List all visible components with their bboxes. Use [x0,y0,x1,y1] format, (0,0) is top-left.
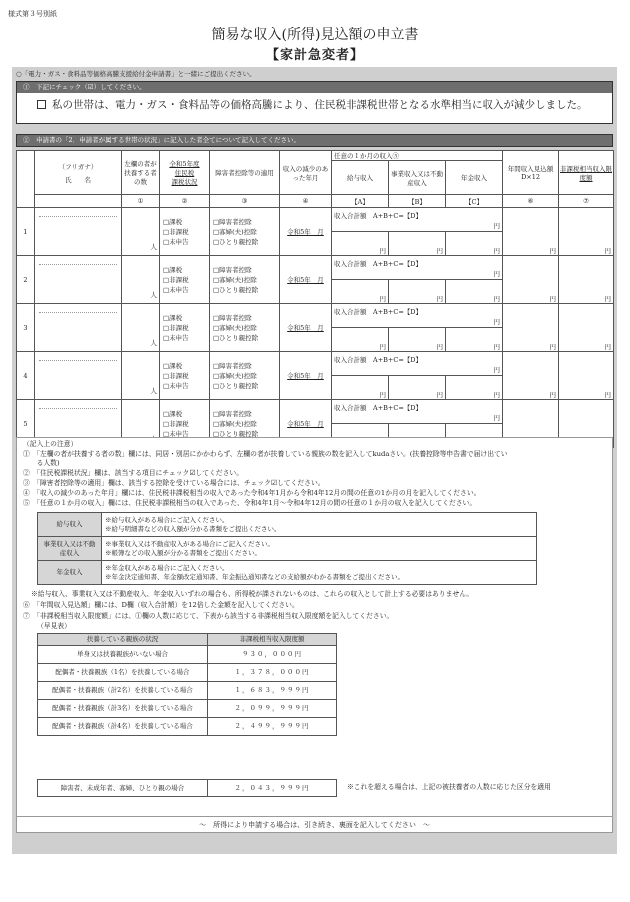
limit-field[interactable]: 円 [559,352,614,400]
section-1-statement [17,93,612,112]
monthly-income-header: 任意の１か月の収入⑤ [332,151,503,161]
note-1a: ① 「左欄の者が扶養する者の数」欄には、同居・別居にかかわらず、左欄の者が扶養している親族の数を記入してkudaさい。(扶養控除等申告書で届け出てい [23,450,508,458]
member-row [17,400,614,424]
limit-row [38,700,337,718]
section-1 [16,81,613,124]
dependents-field[interactable] [122,208,160,256]
member-row [17,352,614,376]
deduction-header: 障害者控除等の適用 [210,151,280,195]
limit-head-amount: 非課税相当収入限度額 [208,634,337,646]
col-marker-6: ⑥ [503,195,559,208]
tax-status-options[interactable]: □課税 □非課税 □未申告 [160,304,210,352]
annual-income-field[interactable]: 円 [503,208,559,256]
deduction-options[interactable]: □障害者控除 □寡婦(夫)控除 □ひとり親控除 [210,256,280,304]
col-marker-2: ② [160,195,210,208]
note-2: ② 「住民税課税状況」欄は、該当する項目にチェック☑してください。 [23,469,243,477]
name-header: （フリガナ） 氏 名 [35,151,122,195]
pension-field[interactable]: 円 [446,232,503,256]
salary-field[interactable]: 円 [332,328,389,352]
limit-amount: ２，０９９，９９９円 [208,700,337,718]
limit-field[interactable]: 円 [559,256,614,304]
footer-note: ～ 所得により申請する場合は、引き続き、裏面を記入してください ～ [16,816,613,833]
limit-row [38,646,337,664]
person-unit: 人 [150,243,157,251]
salary-kind-label: 給与収入 [38,513,102,537]
tax-status-options[interactable]: □課税 □非課税 □未申告 [160,400,210,448]
limit-field[interactable]: 円 [559,208,614,256]
income-kind-table [37,512,537,585]
business-field[interactable]: 円 [389,376,446,400]
pension-kind-label: 年金収入 [38,561,102,585]
page-subtitle: 【家計急変者】 [265,48,364,63]
pension-header: 年金収入 [446,161,503,195]
limit-row [38,664,337,682]
decrease-month-field[interactable]: 令和5年 月 [280,256,332,304]
annual-income-field[interactable]: 円 [503,352,559,400]
note-5: ⑤ 「任意の１か月の収入」欄には、住民税非課税相当の収入であった、令和4年1月～令和4年12月の間の任意の１か月の収入を記入してください。 [23,499,477,507]
business-kind-notes: ※事業収入又は不動産収入がある場合にご記入ください。 ※帳簿などの収入額が分かる書類をご提出ください。 [102,537,537,561]
note-7: ⑦ 「非課税相当収入限度額」には、①欄の人数に応じて、下表から該当する非課税相当収入限度額を記入してください。 [23,612,394,620]
limit-amount: ９３０，０００円 [208,646,337,664]
decrease-month-field[interactable]: 令和5年 月 [280,208,332,256]
household-table [16,150,614,448]
chart-label: （早見表） [37,622,71,630]
note-4: ④ 「収入の減少のあった年月」欄には、住民税非課税相当の収入であった令和4年1月から令和4年12月の間の任意の1か月の月を記入してください。 [23,489,481,497]
decrease-month-field[interactable]: 令和5年 月 [280,304,332,352]
row-number: 3 [17,304,35,352]
limit-status: 配偶者・扶養親族（計3名）を扶養している場合 [38,700,208,718]
decrease-month-field[interactable]: 令和5年 月 [280,352,332,400]
limit-status: 単身又は扶養親族がいない場合 [38,646,208,664]
annual-income-field[interactable]: 円 [503,256,559,304]
row-number: 4 [17,352,35,400]
business-field[interactable]: 円 [389,280,446,304]
row-number: 1 [17,208,35,256]
dependents-field[interactable] [122,256,160,304]
salary-field[interactable]: 円 [332,232,389,256]
name-field[interactable] [35,304,122,352]
note-1b: る人数) [23,459,60,467]
deduction-options[interactable]: □障害者控除 □寡婦(夫)控除 □ひとり親控除 [210,352,280,400]
name-field[interactable] [35,208,122,256]
row-number-header [17,151,35,208]
section-2-header: ② 申請書の「2．申請者が属する世帯の状況」に記入した者全てについて記入してください。 [16,134,613,147]
row-number: 5 [17,400,35,448]
business-header: 事業収入又は不動産収入 [389,161,446,195]
name-field[interactable] [35,352,122,400]
col-marker-a: 【A】 [332,195,389,208]
limit-row [38,718,337,736]
salary-field[interactable]: 円 [332,280,389,304]
limit-status: 配偶者・扶養親族（計2名）を扶養している場合 [38,682,208,700]
deduction-options[interactable]: □障害者控除 □寡婦(夫)控除 □ひとり親控除 [210,208,280,256]
form-number: 様式第３号別紙 [8,10,57,18]
business-field[interactable]: 円 [389,328,446,352]
notes-section [16,437,613,817]
special-note: ※これを超える場合は、上記の被扶養者の人数に応じた区分を適用 [347,783,551,791]
member-row [17,304,614,328]
limit-status: 配偶者・扶養親族（計4名）を扶養している場合 [38,718,208,736]
income-total-field[interactable]: 収入合計額 A+B+C=【D】 円 [332,400,503,424]
limit-header: 非課税相当収入限度額 [559,151,614,195]
income-total-field[interactable]: 収入合計額 A+B+C=【D】 円 [332,304,503,328]
annual-income-field[interactable]: 円 [503,304,559,352]
page-title: 簡易な収入(所得)見込額の申立書 [211,27,419,43]
limit-row [38,682,337,700]
limit-head-status: 扶養している親族の状況 [38,634,208,646]
person-unit: 人 [150,339,157,347]
deduction-options[interactable]: □障害者控除 □寡婦(夫)控除 □ひとり親控除 [210,304,280,352]
col-marker-3: ③ [210,195,280,208]
note-6: ⑥ 「年間収入見込額」欄には、D欄（収入合計額）を12倍した金額を記入してください。 [23,601,299,609]
salary-field[interactable]: 円 [332,376,389,400]
tax-status-options[interactable]: □課税 □非課税 □未申告 [160,208,210,256]
salary-kind-notes: ※給与収入がある場合にご記入ください。 ※給与明細書などの収入額が分かる書類をご提出ください。 [102,513,537,537]
income-total-field[interactable]: 収入合計額 A+B+C=【D】 円 [332,352,503,376]
business-field[interactable]: 円 [389,232,446,256]
pension-kind-notes: ※年金収入がある場合にご記入ください。 ※年金決定通知書、年金額改定通知書、年金振込通知書などの支給額がわかる書類をご提出ください。 [102,561,537,585]
salary-header: 給与収入 [332,161,389,195]
col-marker-7: ⑦ [559,195,614,208]
tax-status-header: 全和5年度 住民税 課税状況 [160,151,210,195]
name-field[interactable] [35,256,122,304]
tax-status-options[interactable]: □課税 □非課税 □未申告 [160,256,210,304]
name-col-marker [35,195,122,208]
special-status: 障害者、未成年者、寡婦、ひとり親の場合 [38,780,208,797]
business-kind-label: 事業収入又は不動産収入 [38,537,102,561]
col-marker-b: 【B】 [389,195,446,208]
row-number: 2 [17,256,35,304]
special-table [37,779,337,797]
note-3: ③ 「障害者控除等の適用」欄は、該当する控除を受けている場合には、チェック☑してください。 [23,479,325,487]
income-total-field[interactable]: 収入合計額 A+B+C=【D】 円 [332,256,503,280]
decrease-month-header: 収入の減少のあった年月 [280,151,332,195]
limit-field[interactable]: 円 [559,304,614,352]
col-marker-1: ① [122,195,160,208]
person-unit: 人 [150,387,157,395]
special-amount: ２，０４３，９９９円 [208,780,337,797]
pension-field[interactable]: 円 [446,376,503,400]
dependents-field[interactable] [122,304,160,352]
limit-status: 配偶者・扶養親族（1名）を扶養している場合 [38,664,208,682]
deduction-options[interactable]: □障害者控除 □寡婦(夫)控除 □ひとり親控除 [210,400,280,448]
limit-amount: １，６８３，９９９円 [208,682,337,700]
pension-field[interactable]: 円 [446,328,503,352]
col-marker-c: 【C】 [446,195,503,208]
member-row [17,208,614,232]
limit-table [37,633,337,736]
decrease-month-field[interactable]: 令和5年 月 [280,400,332,448]
dependents-header: 左欄の者が扶養する者の数 [122,151,160,195]
statement-checkbox[interactable] [37,100,46,109]
col-marker-4: ④ [280,195,332,208]
submission-note: ○「電力・ガス・食料品等価格高騰支援給付金申請書」と一緒にご提出ください。 [16,70,256,78]
statement-text: 私の世帯は、電力・ガス・食料品等の価格高騰により、住民税非課税世帯となる水準相当に収入が減少しました。 [52,99,588,111]
income-total-field[interactable]: 収入合計額 A+B+C=【D】 円 [332,208,503,232]
note-other: ※給与収入、事業収入又は不動産収入、年金収入いずれの場合も、所得税が課されないものは、これらの収入として計上する必要はありません。 [31,590,474,598]
limit-amount: ２，４９９，９９９円 [208,718,337,736]
person-unit: 人 [150,291,157,299]
tax-status-options[interactable]: □課税 □非課税 □未申告 [160,352,210,400]
annual-income-header: 年間収入見込額D×12 [503,151,559,195]
pension-field[interactable]: 円 [446,280,503,304]
dependents-field[interactable] [122,352,160,400]
limit-amount: １，３７８，０００円 [208,664,337,682]
member-row [17,256,614,280]
section-1-header: ① 下記にチェック（☑）してください。 [17,82,612,93]
notes-heading: （記入上の注意） [23,440,78,448]
